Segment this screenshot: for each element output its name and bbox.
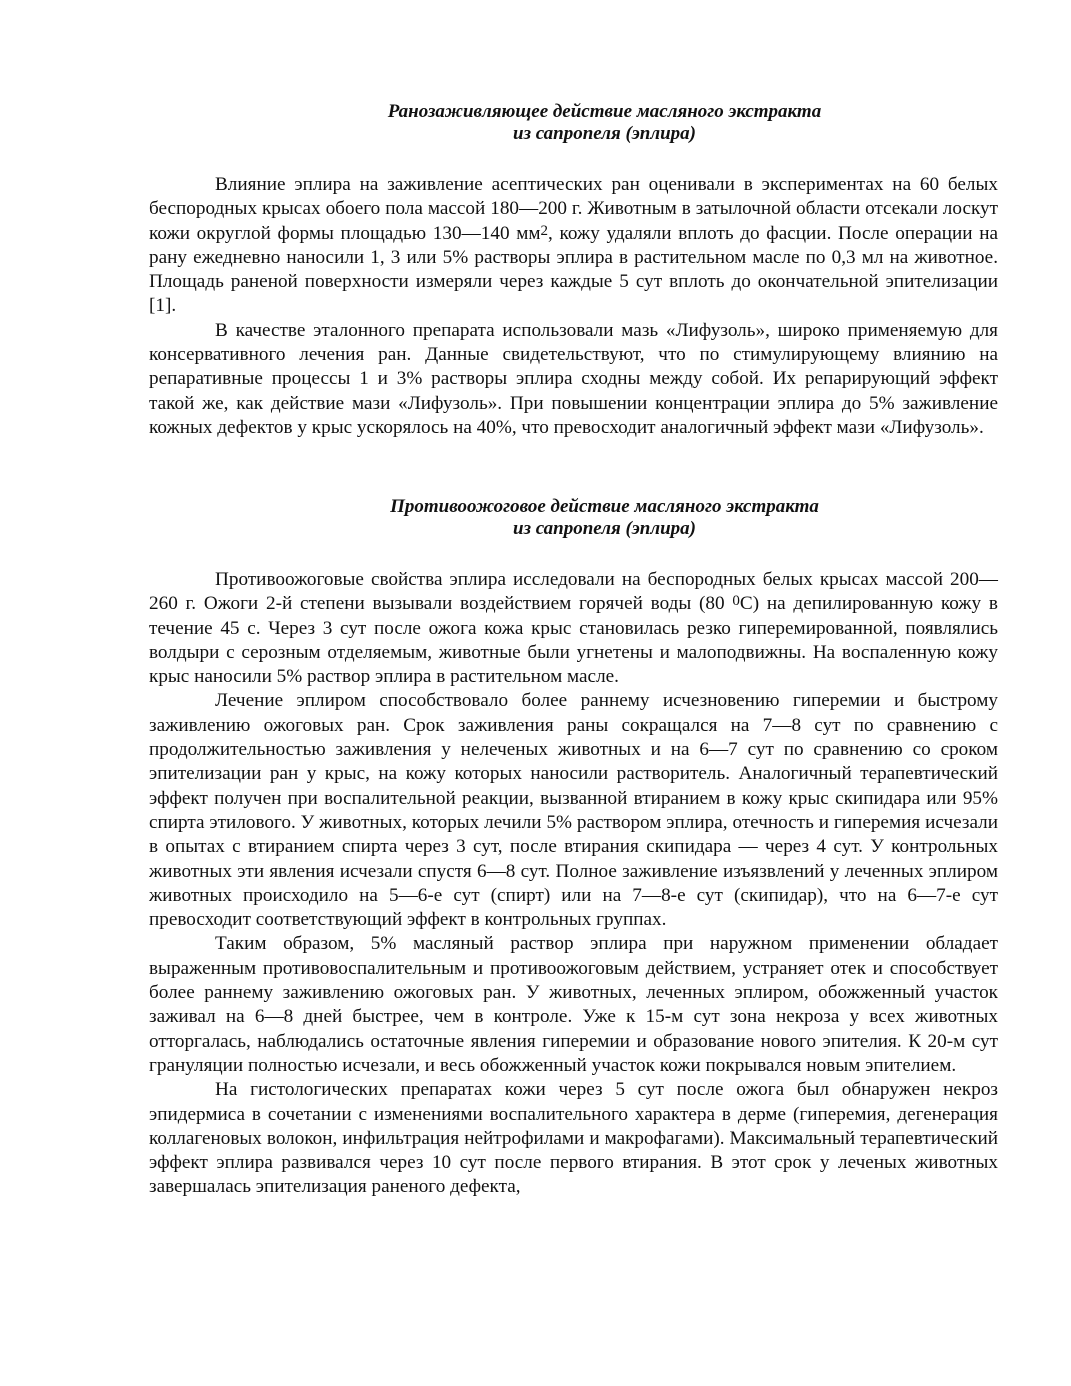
paragraph bbox=[149, 568, 998, 689]
paragraph: На гистологических препаратах кожи через 5 сут после ожога был обнаружен некроз эпидермиса в сочетании с изменениями воспалительного характера в дерме (гиперемия, дегенерация коллагеновых волокон, инфильтрация нейтрофилами и макрофагами). Максимальный терапевтический эффект эплира развивался через 10 сут после первого втирания. В этот срок у леченых животных завершалась эпителизация раненого дефекта, bbox=[149, 1079, 998, 1198]
superscript: 2 bbox=[540, 222, 549, 239]
paragraph-text: Противоожоговые свойства эплира исследовали на беспородных белых крысах массой 200—260 г. Ожоги 2-й степени вызывали воздействием горячей воды (80 bbox=[149, 569, 998, 615]
paragraph-text: Влияние эплира на заживление асептических ран оценивали в экспериментах на 60 белых беспородных крысах обоего пола массой 180—200 г. Животным в затылочной области отсекали лоскут кожи округлой формы площадью 130—140 мм bbox=[149, 174, 998, 244]
title-line: Ранозаживляющее действие масляного экстракта bbox=[387, 101, 822, 122]
paragraph-text: , кожу удаляли вплоть до фасции. После операции на рану ежедневно наносили 1, 3 или 5% растворы эплира в растительном масле по 0,3 мл на животное. Площадь раненой поверхности измеряли через каждые 5 сут вплоть до окончательной эпителизации [1]. bbox=[149, 222, 998, 317]
section-wound-healing-body bbox=[149, 173, 998, 440]
paragraph: Лечение эплиром способствовало более раннему исчезновению гиперемии и быстрому заживлению ожоговых ран. Срок заживления раны сокращался на 7—8 сут по сравнению с продолжительностью заживления у нелеченых животных и на 6—7 сут по сравнению со сроком эпителизации ран у крыс, на кожу которых наносили растворитель. Аналогичный терапевтический эффект получен при воспалительной реакции, вызванной втиранием в кожу крыс скипидара или 95% спирта этилового. У животных, которых лечили 5% раствором эплира, отечность и гиперемия исчезали в опытах с втиранием спирта через 3 сут, после втирания скипидара — через 4 сут. У контрольных животных эти явления исчезали спустя 6—8 сут. Полное заживление изъязвлений у леченных эплиром животных происходило на 5—6-е сут (спирт) или на 7—8-е сут (скипидар), что на 6—7-е сут превосходит соответствующий эффект в контрольных группах. bbox=[149, 690, 998, 931]
section-title-wound-healing bbox=[150, 101, 1059, 145]
paragraph bbox=[149, 173, 998, 319]
title-line: из сапропеля (эплира) bbox=[513, 123, 696, 144]
title-line: из сапропеля (эплира) bbox=[513, 518, 696, 539]
paragraph: В качестве эталонного препарата использовали мазь «Лифузоль», широко применяемую для консервативного лечения ран. Данные свидетельствуют, что по стимулирующему влиянию на репаративные процессы 1 и 3% растворы эплира сходны между собой. Их репарирующий эффект такой же, как действие мази «Лифузоль». При повышении концентрации эплира до 5% заживление кожных дефектов у крыс ускорялось на 40%, что превосходит аналогичный эффект мази «Лифузоль». bbox=[149, 319, 998, 438]
superscript: 0 bbox=[732, 593, 740, 610]
section-burn-treatment-body bbox=[149, 568, 998, 1200]
title-line: Противоожоговое действие масляного экстракта bbox=[390, 496, 819, 517]
paragraph: Таким образом, 5% масляный раствор эплира при наружном применении обладает выраженным противовоспалительным и противоожоговым действием, устраняет отек и способствует более раннему заживлению ожоговых ран. У животных, леченных эплиром, обожженный участок заживал на 6—8 дней быстрее, чем в контроле. Уже к 15-м сут зона некроза у всех животных отторгалась, наблюдались остаточные явления гиперемии и образование нового эпителия. К 20-м сут грануляции полностью исчезали, и весь обожженный участок кожи покрывался новым эпителием. bbox=[149, 933, 998, 1076]
paragraph-text: С) на депилированную кожу в течение 45 с. Через 3 сут после ожога кожа крыс становилась резко гиперемированной, появлялись волдыри с серозным отделяемым, животные были угнетены и малоподвижны. На воспаленную кожу крыс наносили 5% раствор эплира в растительном масле. bbox=[149, 593, 998, 688]
section-title-burn-treatment bbox=[150, 496, 1059, 540]
